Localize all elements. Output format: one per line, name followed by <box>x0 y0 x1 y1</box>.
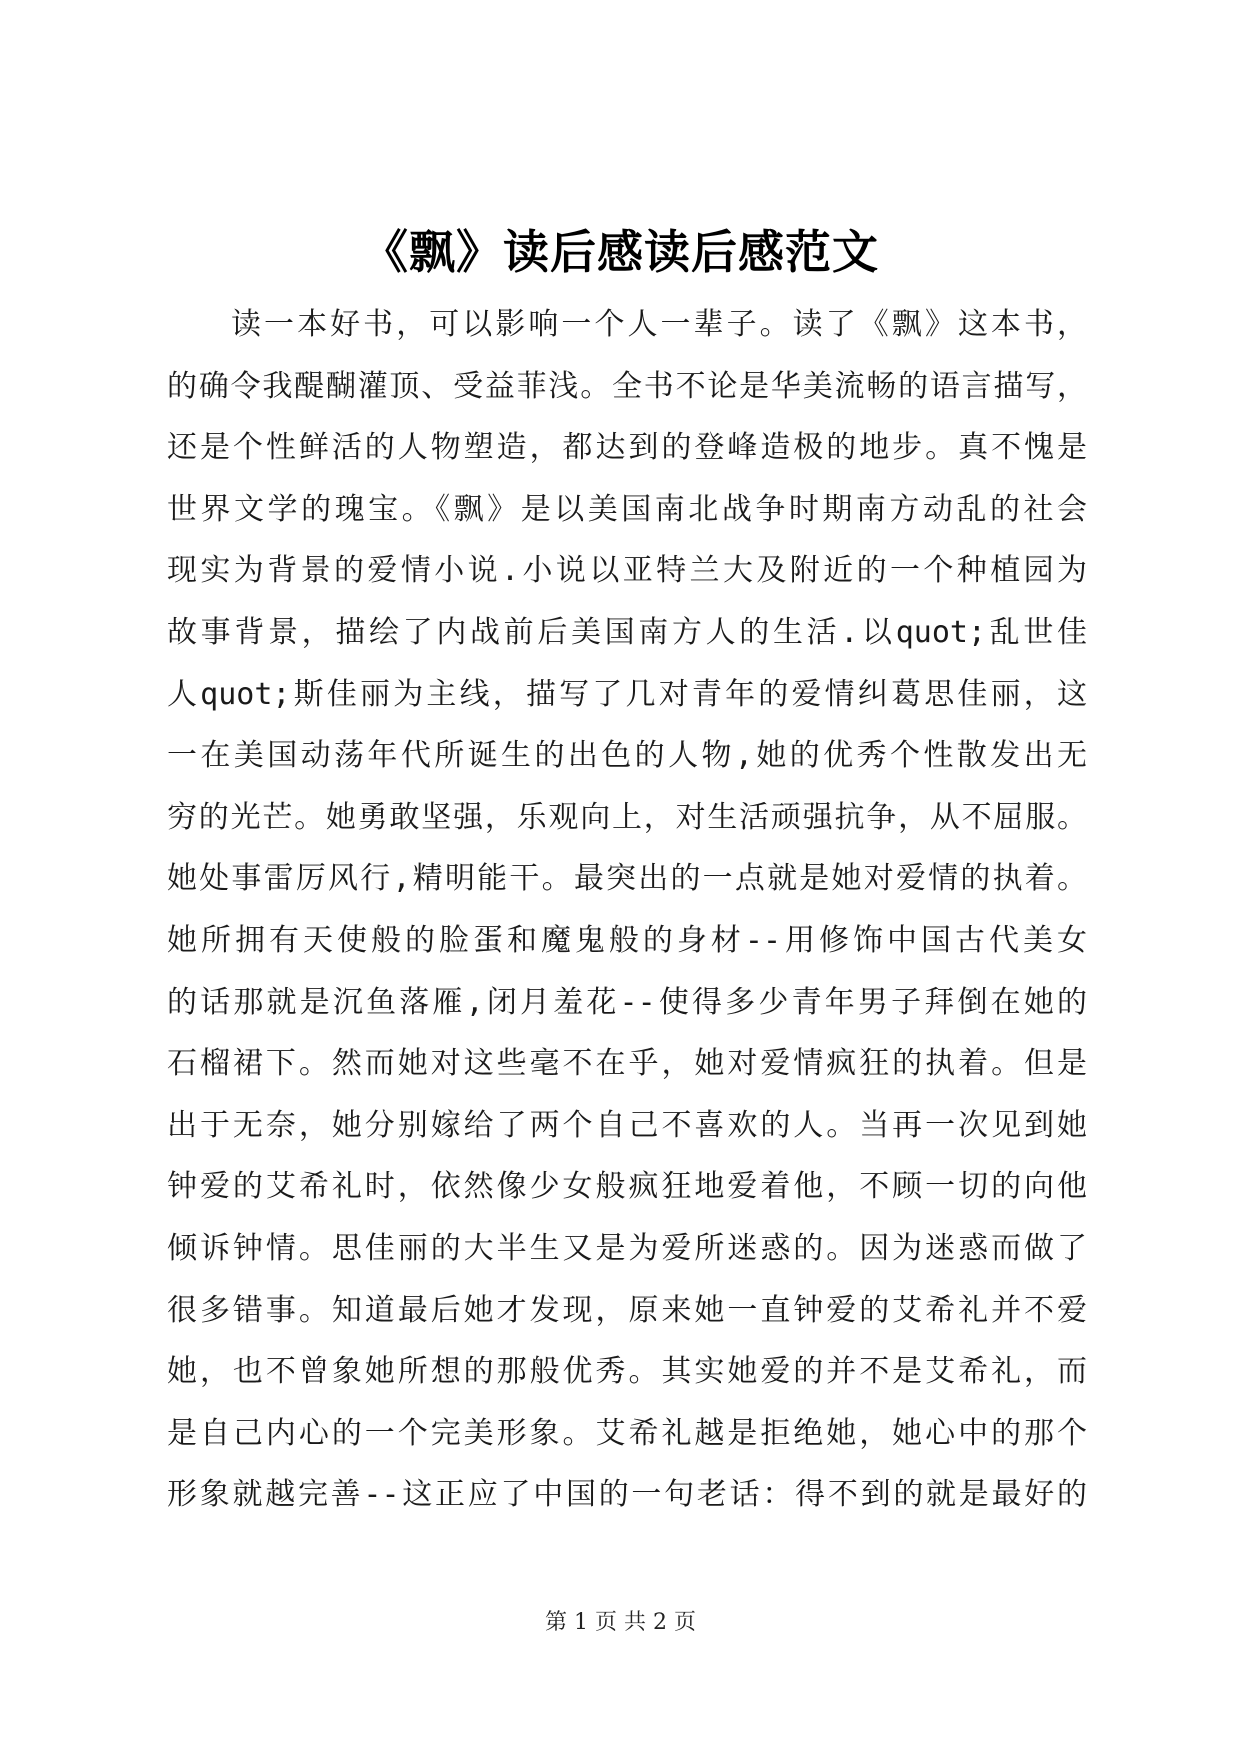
body-line: 形象就越完善--这正应了中国的一句老话：得不到的就是最好的 <box>167 1477 1087 1513</box>
body-line: 她所拥有天使般的脸蛋和魔鬼般的身材--用修饰中国古代美女 <box>167 922 1087 958</box>
body-line: 她，也不曾象她所想的那般优秀。其实她爱的并不是艾希礼，而 <box>167 1354 1087 1390</box>
body-line: 她处事雷厉风行,精明能干。最突出的一点就是她对爱情的执着。 <box>167 861 1087 897</box>
body-line: 倾诉钟情。思佳丽的大半生又是为爱所迷惑的。因为迷惑而做了 <box>167 1230 1087 1266</box>
body-line: 穷的光芒。她勇敢坚强，乐观向上，对生活顽强抗争，从不屈服。 <box>167 799 1087 835</box>
body-line: 故事背景，描绘了内战前后美国南方人的生活.以quot;乱世佳 <box>167 614 1087 650</box>
body-line: 出于无奈，她分别嫁给了两个自己不喜欢的人。当再一次见到她 <box>167 1107 1087 1143</box>
body-line: 的话那就是沉鱼落雁,闭月羞花--使得多少青年男子拜倒在她的 <box>167 984 1087 1020</box>
body-line: 读一本好书，可以影响一个人一辈子。读了《飘》这本书， <box>231 307 1087 342</box>
body-line: 的确令我醍醐灌顶、受益菲浅。全书不论是华美流畅的语言描写， <box>167 368 1087 404</box>
body-line: 石榴裙下。然而她对这些毫不在乎，她对爱情疯狂的执着。但是 <box>167 1046 1087 1082</box>
body-line: 现实为背景的爱情小说.小说以亚特兰大及附近的一个种植园为 <box>167 553 1087 589</box>
body-line: 人quot;斯佳丽为主线，描写了几对青年的爱情纠葛思佳丽，这 <box>167 676 1087 712</box>
body-line: 钟爱的艾希礼时，依然像少女般疯狂地爱着他，不顾一切的向他 <box>167 1169 1087 1205</box>
document-title: 《飘》读后感读后感范文 <box>362 225 879 279</box>
body-line: 一在美国动荡年代所诞生的出色的人物,她的优秀个性散发出无 <box>167 738 1087 774</box>
document-body <box>167 294 1087 1526</box>
body-line: 是自己内心的一个完美形象。艾希礼越是拒绝她，她心中的那个 <box>167 1415 1087 1451</box>
body-line: 还是个性鲜活的人物塑造，都达到的登峰造极的地步。真不愧是 <box>167 430 1087 466</box>
body-line: 很多错事。知道最后她才发现，原来她一直钟爱的艾希礼并不爱 <box>167 1292 1087 1328</box>
body-line: 世界文学的瑰宝。《飘》是以美国南北战争时期南方动乱的社会 <box>167 491 1087 527</box>
page-number-footer: 第 1 页 共 2 页 <box>545 1610 696 1635</box>
